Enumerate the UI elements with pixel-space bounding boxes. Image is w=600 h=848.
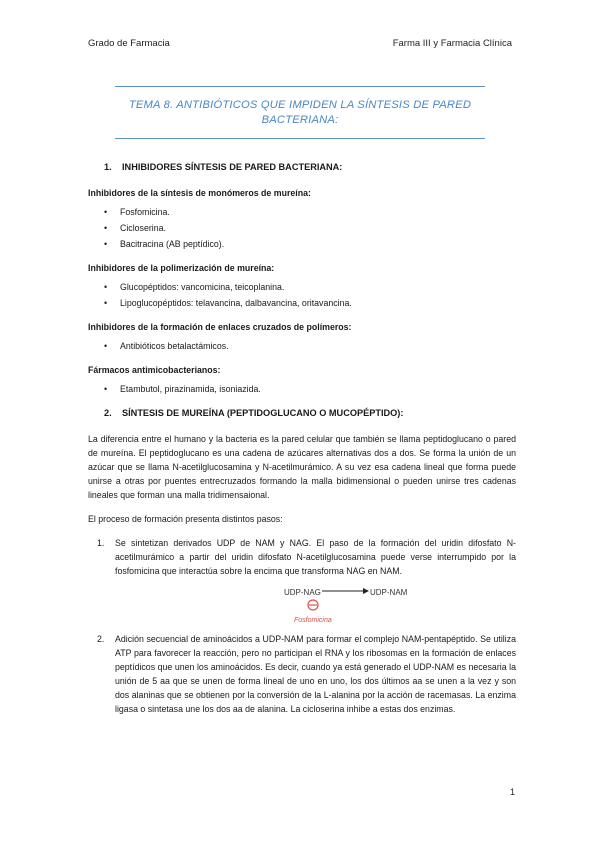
page-number: 1 <box>510 787 516 797</box>
title-line-1: TEMA 8. ANTIBIÓTICOS QUE IMPIDEN LA SÍNTESIS DE PARED <box>128 99 472 111</box>
list-item: • Fosfomicina. <box>88 205 516 219</box>
diagram-substrate: UDP-NAG <box>284 588 321 597</box>
diagram-inhibitor: Fosfomicina <box>294 617 332 624</box>
list-item: • Cicloserina. <box>88 221 516 235</box>
list-item: • Lipoglucopéptidos: telavancina, dalbavancina, oritavancina. <box>88 296 516 310</box>
title-line-2: BACTERIANA: <box>261 114 339 126</box>
diagram-product: UDP-NAM <box>370 588 408 597</box>
group-heading: Inhibidores de la síntesis de monómeros de mureína: <box>88 188 311 198</box>
title-box <box>115 86 485 139</box>
bullet-list <box>88 205 516 251</box>
section-2-number: 2. <box>104 408 112 418</box>
step-number: 1. <box>97 538 105 548</box>
section-2-title: SÍNTESIS DE MUREÍNA (PEPTIDOGLUCANO O MUCOPÉPTIDO): <box>122 408 404 418</box>
header-right: Farma III y Farmacia Clínica <box>392 38 512 49</box>
section-1-title: INHIBIDORES SÍNTESIS DE PARED BACTERIANA: <box>122 162 343 172</box>
step-text: Se sintetizan derivados UDP de NAM y NAG. El paso de la formación del uridin difosfato N-acetilmurámico a partir del uridin difosfato N-acetilglucosamina puede verse interrumpido por la fosfomicina que interactúa sobre la encima que transforma NAG en NAM. <box>115 538 516 576</box>
section-2-heading <box>104 406 516 420</box>
list-item: • Bacitracina (AB peptídico). <box>88 237 516 251</box>
steps-intro: El proceso de formación presenta distintos pasos: <box>88 514 283 524</box>
section-1-number: 1. <box>104 162 112 172</box>
arrow-head <box>363 588 369 594</box>
section-1-heading <box>104 160 516 174</box>
list-item: • Glucopéptidos: vancomicina, teicoplanina. <box>88 280 516 294</box>
bullet-list <box>88 339 516 353</box>
content <box>88 160 516 724</box>
group-heading: Fármacos antimicobacterianos: <box>88 365 221 375</box>
step-number: 2. <box>97 634 105 644</box>
header-left: Grado de Farmacia <box>88 38 170 49</box>
reaction-diagram <box>88 586 516 626</box>
step-text: Adición secuencial de aminoácidos a UDP-NAM para formar el complejo NAM-pentapéptido. Se utiliza ATP para favorecer la reacción, pero no participan el RNA y los ribosomas en la formación de enlaces peptídicos que unen los aminoácidos. Es decir, cuando ya está generado el UDP-NAM es necesaria la unión de 5 aa que se unen de forma lineal de uno en uno, los dos últimos aa se unen a la vez y son dos alaninas que se obtienen por la conversión de la L-alanina por la acción de racemasas. La enzima ligasa o sintetasa une los dos aa de alanina. La cicloserina inhibe a estas dos enzimas. <box>115 634 516 714</box>
bullet-list <box>88 280 516 310</box>
steps-list <box>88 536 516 578</box>
bullet-list <box>88 382 516 396</box>
step-item <box>88 632 516 716</box>
group-heading: Inhibidores de la formación de enlaces cruzados de polímeros: <box>88 322 352 332</box>
list-item: • Antibióticos betalactámicos. <box>88 339 516 353</box>
step-item <box>88 536 516 578</box>
list-item: • Etambutol, pirazinamida, isoniazida. <box>88 382 516 396</box>
body-paragraph: La diferencia entre el humano y la bacteria es la pared celular que también se llama peptidoglucano o pared de mureína. El peptidoglucano es una cadena de azúcares alternativas dos a dos. Se forma la unión de un azúcar que se llama N-acetilglucosamina y N-acetilmurámico. A su vez esa cadena lineal que forma puede unirse a otras por puentes entrecruzados formando la malla bidimensional o pueden unirse tres cadenas lineales que forman una malla tridimensaional. <box>88 434 516 500</box>
group-heading: Inhibidores de la polimerización de mureína: <box>88 263 275 273</box>
steps-list <box>88 632 516 716</box>
